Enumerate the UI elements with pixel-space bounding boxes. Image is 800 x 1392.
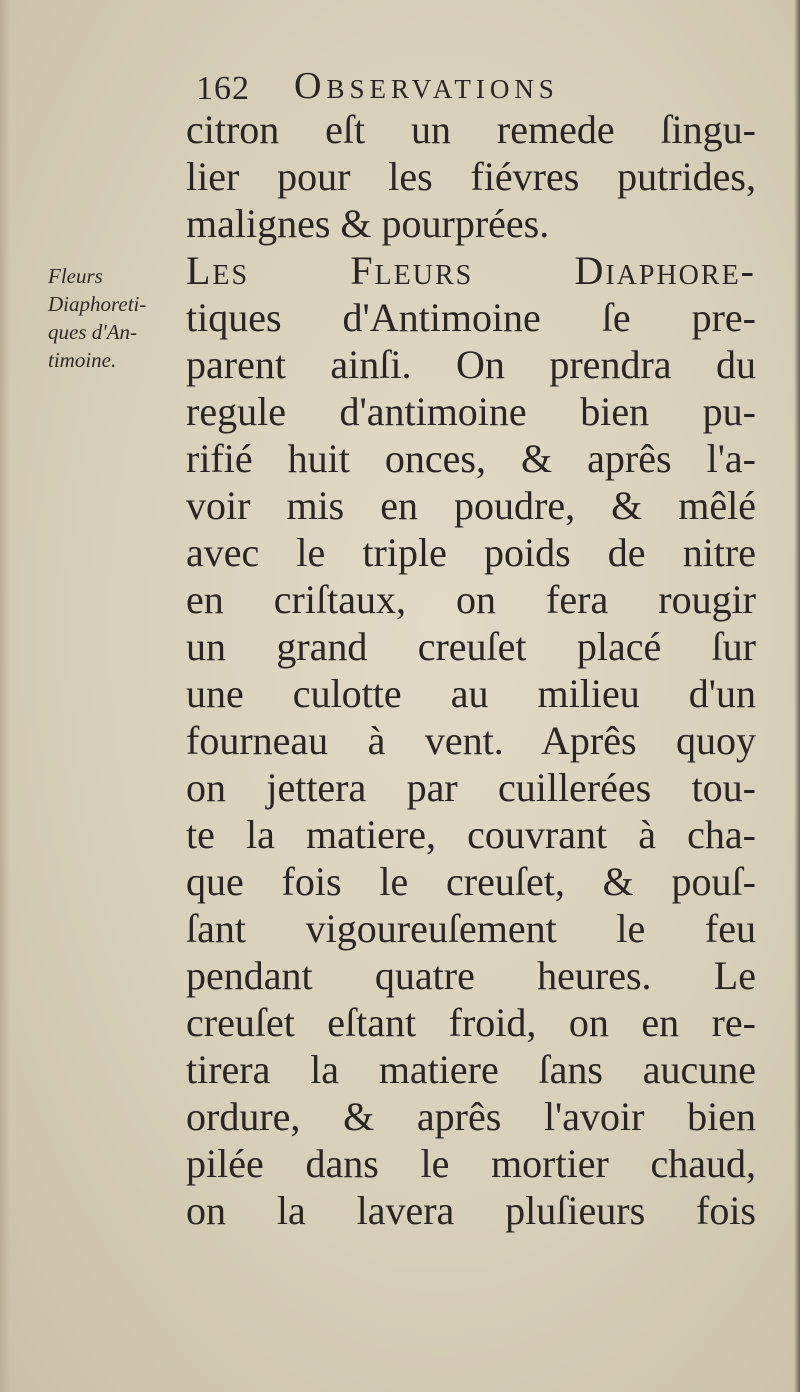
text-line: rifié huit onces, & aprês l'a-: [186, 436, 756, 481]
text-line: ſant vigoureuſement le feu: [186, 906, 756, 951]
text-line: tiques d'Antimoine ſe pre-: [186, 295, 756, 340]
marginal-note-line: timoine.: [48, 348, 117, 372]
marginal-note: [48, 262, 180, 374]
text-line: pendant quatre heures. Le: [186, 953, 756, 998]
text-line: on jettera par cuillerées tou-: [186, 765, 756, 810]
page-number: 162: [196, 70, 250, 107]
text-line: on la lavera pluſieurs fois: [186, 1188, 756, 1233]
text-line: malignes & pourprées.: [186, 201, 550, 246]
page-header: [196, 64, 756, 112]
text-line: te la matiere, couvrant à cha-: [186, 812, 756, 857]
text-line: avec le triple poids de nitre: [186, 530, 756, 575]
body-text: [186, 106, 756, 1234]
text-line: pilée dans le mortier chaud,: [186, 1141, 756, 1186]
text-line: tirera la matiere ſans aucune: [186, 1047, 756, 1092]
text-line: citron eſt un remede ſingu-: [186, 107, 756, 152]
text-line: fourneau à vent. Aprês quoy: [186, 718, 756, 763]
page-gutter-shadow: [0, 0, 10, 1392]
text-line: regule d'antimoine bien pu-: [186, 389, 756, 434]
text-line: lier pour les fiévres putrides,: [186, 154, 756, 199]
marginal-note-line: Diaphoreti-: [48, 292, 147, 316]
running-title: Observations: [294, 65, 559, 107]
page-edge: [794, 0, 800, 1392]
text-line: en criſtaux, on fera rougir: [186, 577, 756, 622]
text-line: creuſet eſtant froid, on en re-: [186, 1000, 756, 1045]
text-line: ordure, & aprês l'avoir bien: [186, 1094, 756, 1139]
marginal-note-line: Fleurs: [48, 264, 103, 288]
marginal-note-line: ques d'An-: [48, 320, 138, 344]
section-heading-line: Les Fleurs Diaphore-: [186, 248, 756, 293]
text-line: que fois le creuſet, & pouſ-: [186, 859, 756, 904]
text-line: une culotte au milieu d'un: [186, 671, 756, 716]
text-line: un grand creuſet placé ſur: [186, 624, 756, 669]
text-line: voir mis en poudre, & mêlé: [186, 483, 756, 528]
text-line: parent ainſi. On prendra du: [186, 342, 756, 387]
